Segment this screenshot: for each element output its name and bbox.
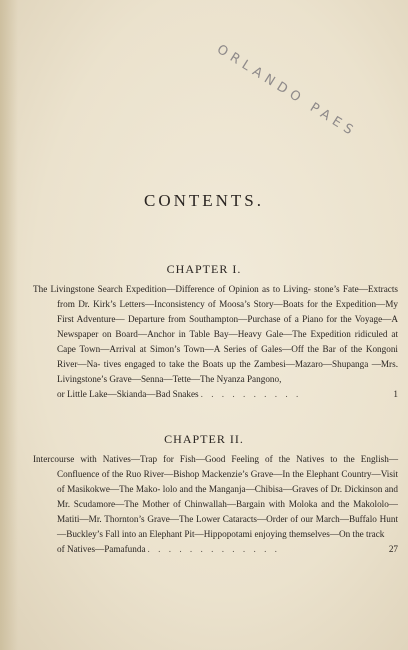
- chapter-1-line: Moosa’s Story—Boats for the Expedition—My First Adventure—: [57, 299, 399, 324]
- chapter-1-line: tives engaged to take the Boats up the Zambesi—Mazaro—Shupanga: [103, 359, 369, 369]
- contents-title: CONTENTS.: [143, 191, 265, 210]
- chapter-2-line: Intercourse with Natives—Trap for Fish—Good Feeling of the Natives: [33, 454, 325, 464]
- chapter-2-line: Grave—In the Elephant Country—Visit of Masikokwe—The Mako-: [57, 469, 399, 494]
- chapter-1-line: —Mrs. Livingstone’s Grave—Senna—Tette—The Nyanza Pangono,: [57, 359, 398, 384]
- chapter-2-last-text: of Natives—Pamafunda: [57, 544, 146, 554]
- chapter-1-last-line: [57, 387, 398, 402]
- dot-leader: . . . . . . . . . .: [200, 389, 302, 399]
- ownership-stamp: ORLANDO PAES: [214, 42, 360, 141]
- chapter-1-line: Gale—The Expedition ridiculed at Cape Town—Arrival at Simon’s: [57, 329, 398, 354]
- chapter-2-summary: [33, 452, 398, 557]
- chapter-2-line: Mr. Scudamore—The Mother of Chinwallah—Bargain with Moloka: [57, 499, 318, 509]
- chapter-2-line: an Elephant Pit—Hippopotami enjoying themselves—On the track: [138, 529, 385, 539]
- chapter-1-last-text: or Little Lake—Skianda—Bad Snakes: [57, 389, 199, 399]
- chapter-2-line: and the Makololo—Matiti—Mr. Thornton’s Grave—The Lower: [57, 499, 398, 524]
- chapter-1-summary: [33, 282, 398, 402]
- dot-leader: . . . . . . . . . . . . .: [147, 544, 280, 554]
- chapter-2-last-line: [57, 542, 398, 557]
- chapter-1-heading: CHAPTER I.: [166, 262, 242, 276]
- chapter-2-line: lolo and the Manganja—Chibisa—Graves of Dr. Dickinson and: [162, 484, 398, 494]
- chapter-2-line: to the English—Confluence of the Ruo River—Bishop Mackenzie’s: [57, 454, 399, 479]
- chapter-1-line: The Livingstone Search Expedition—Difference of Opinion as to Living-: [33, 284, 311, 294]
- chapter-2-page-number: 27: [388, 544, 398, 554]
- chapter-1-page-number: 1: [393, 389, 398, 399]
- chapter-2-line: Cataracts—Order of our March—Buffalo Hunt—Buckley’s Fall into: [57, 514, 398, 539]
- chapter-1-line: Voyage—A Newspaper on Board—Anchor in Table Bay—Heavy: [57, 314, 399, 339]
- chapter-1-line: Town—A Series of Gales—Off the Bar of the Kongoni River—Na-: [57, 344, 398, 369]
- chapter-2-heading: CHAPTER II.: [164, 432, 244, 446]
- chapter-1-line: stone’s Fate—Extracts from Dr. Kirk’s Letters—Inconsistency of: [57, 284, 398, 309]
- chapter-1-line: Departure from Southampton—Purchase of a Piano for the: [127, 314, 352, 324]
